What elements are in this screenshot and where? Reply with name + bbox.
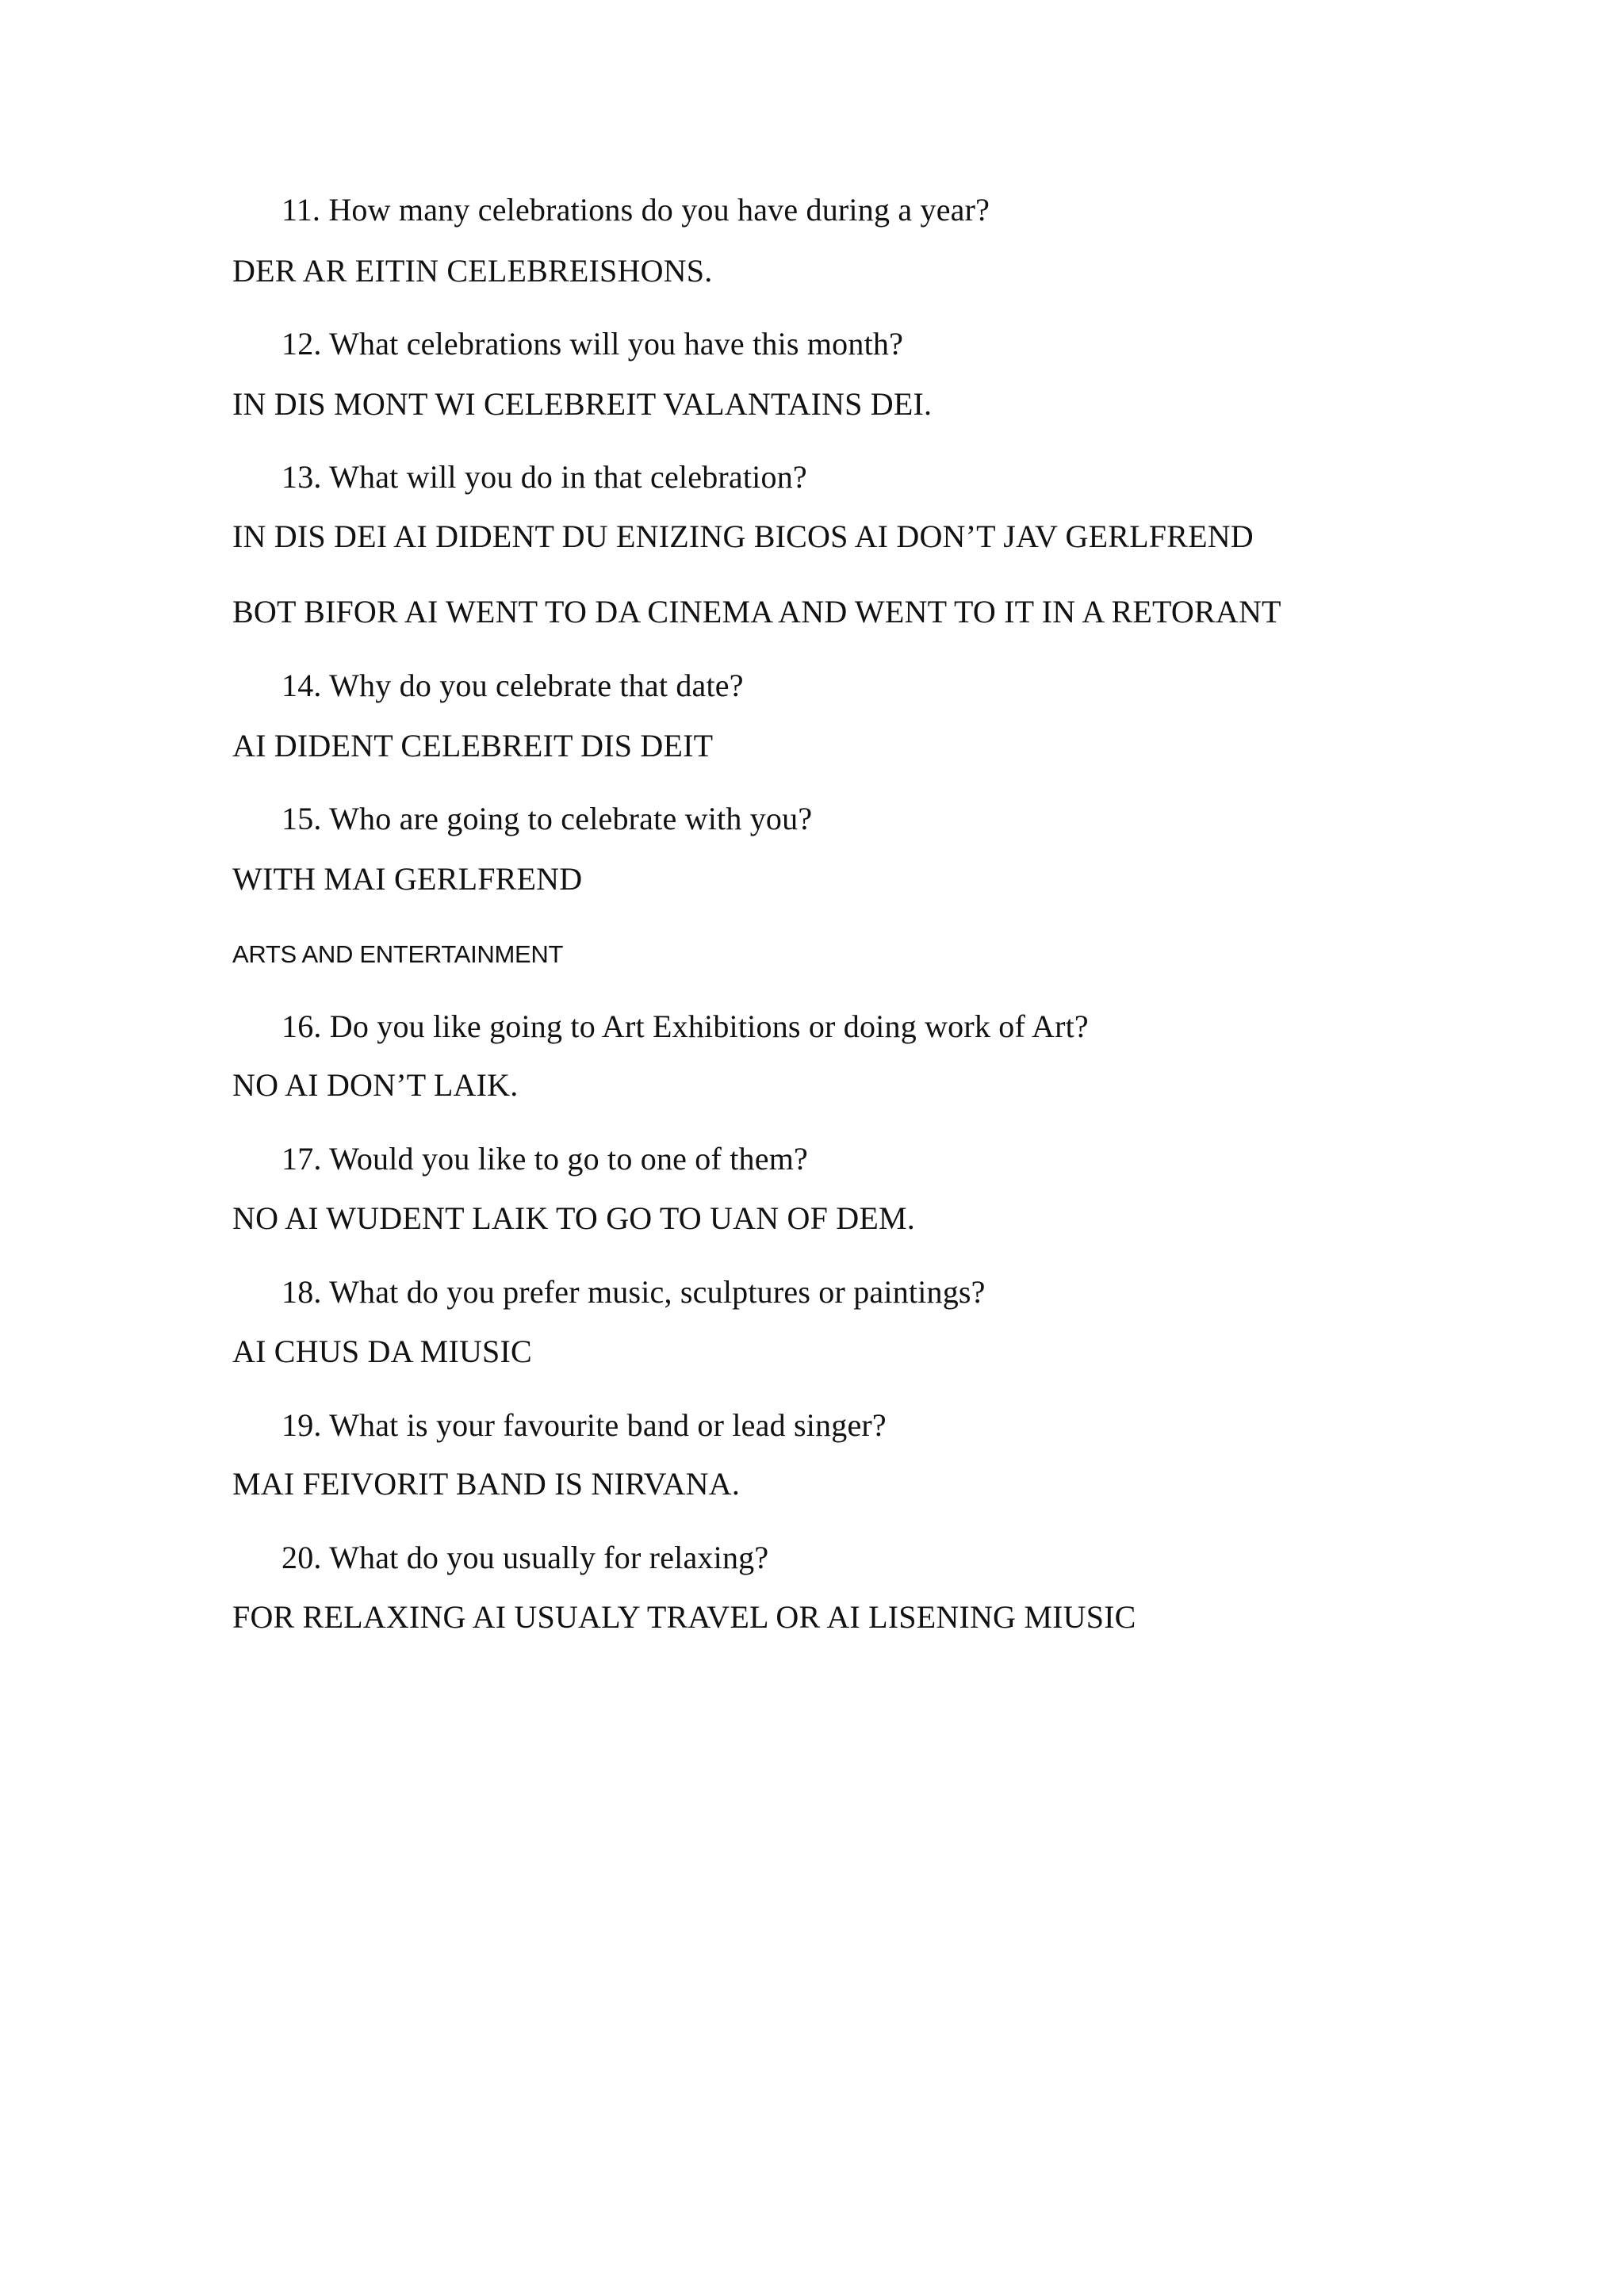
answer-20: FOR RELAXING AI USUALY TRAVEL OR AI LISENING MIUSIC xyxy=(232,1599,1136,1635)
question-18: 18. What do you prefer music, sculptures or paintings? xyxy=(282,1274,986,1310)
answer-17: NO AI WUDENT LAIK TO GO TO UAN OF DEM. xyxy=(232,1200,915,1236)
answer-19: MAI FEIVORIT BAND IS NIRVANA. xyxy=(232,1466,741,1502)
question-19: 19. What is your favourite band or lead singer? xyxy=(282,1407,887,1443)
answer-18: AI CHUS DA MIUSIC xyxy=(232,1334,532,1369)
question-14: 14. Why do you celebrate that date? xyxy=(282,668,744,703)
answer-11: DER AR EITIN CELEBREISHONS. xyxy=(232,253,713,289)
question-20: 20. What do you usually for relaxing? xyxy=(282,1540,769,1575)
question-15: 15. Who are going to celebrate with you? xyxy=(282,801,813,836)
question-13: 13. What will you do in that celebration? xyxy=(282,459,807,495)
question-12: 12. What celebrations will you have this month? xyxy=(282,326,904,362)
answer-16: NO AI DON’T LAIK. xyxy=(232,1067,519,1103)
answer-13-line-1: IN DIS DEI AI DIDENT DU ENIZING BICOS AI DON’T JAV GERLFREND xyxy=(232,519,1254,554)
question-16: 16. Do you like going to Art Exhibitions or doing work of Art? xyxy=(282,1008,1089,1044)
answer-15: WITH MAI GERLFREND xyxy=(232,861,583,897)
question-11: 11. How many celebrations do you have during a year? xyxy=(282,192,990,228)
question-17: 17. Would you like to go to one of them? xyxy=(282,1141,808,1177)
answer-12: IN DIS MONT WI CELEBREIT VALANTAINS DEI. xyxy=(232,386,933,422)
section-heading: ARTS AND ENTERTAINMENT xyxy=(232,940,564,968)
answer-14: AI DIDENT CELEBREIT DIS DEIT xyxy=(232,728,714,763)
answer-13-line-2: BOT BIFOR AI WENT TO DA CINEMA AND WENT TO IT IN A RETORANT xyxy=(232,594,1281,629)
